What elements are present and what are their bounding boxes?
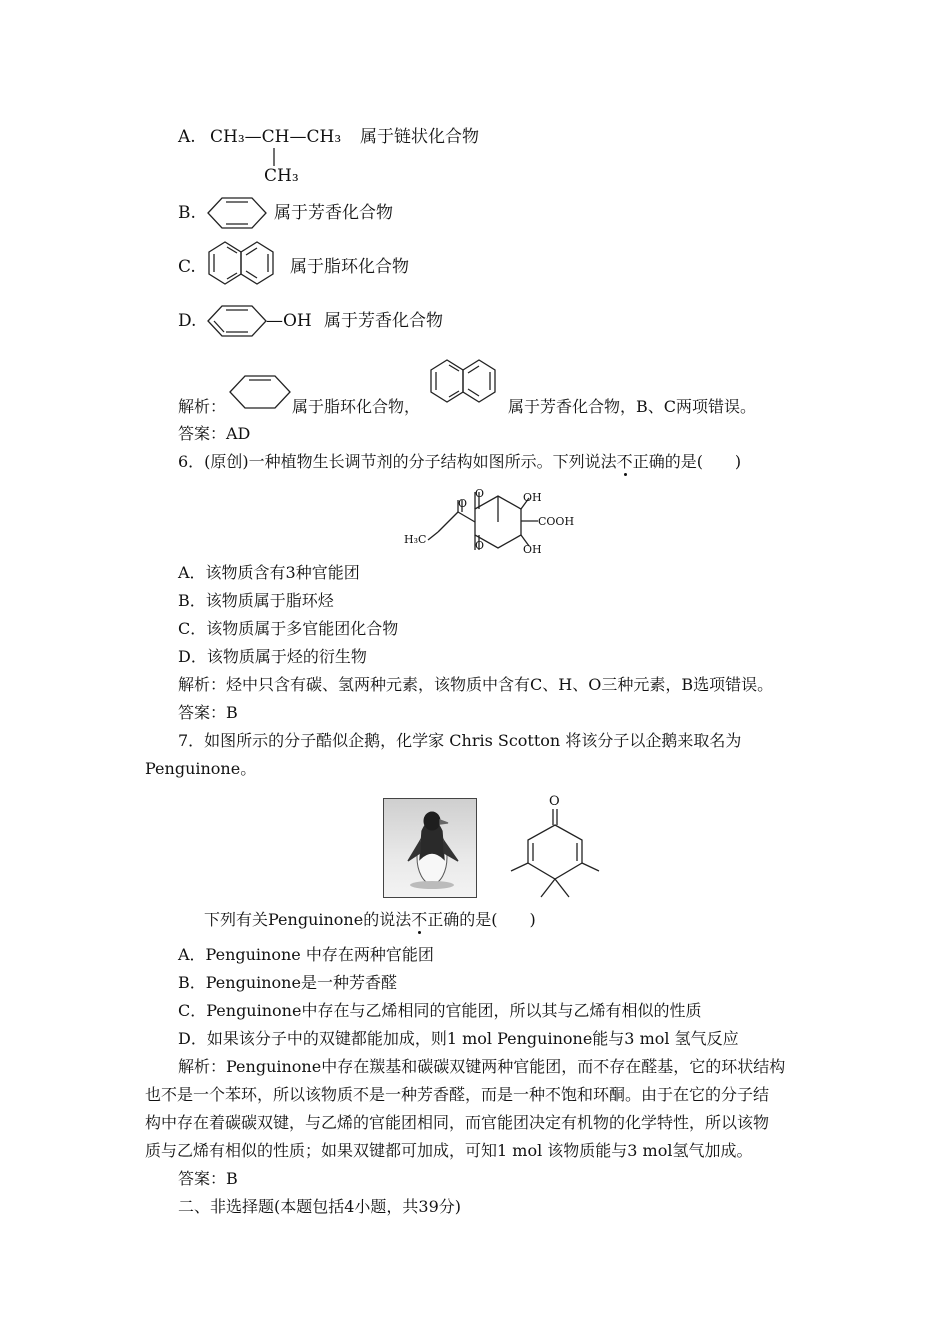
q6-option-b: B．该物质属于脂环烃 [178, 591, 334, 610]
option-c-label: C. [178, 257, 196, 277]
option-d-oh: —OH [266, 311, 312, 331]
naphthalene-structure [206, 238, 282, 294]
cyclohexadiene-structure [206, 196, 268, 230]
analysis-prefix: 解析： [178, 397, 227, 416]
option-a-label: A. [178, 127, 196, 147]
q7-option-b: B．Penguinone是一种芳香醛 [178, 973, 397, 992]
section-2-heading: 二、非选择题(本题包括4小题，共39分) [178, 1197, 462, 1216]
option-d-label: D. [178, 311, 197, 331]
option-a-formula: CH₃—CH—CH₃ [210, 127, 342, 147]
q6-stem: 6．(原创)一种植物生长调节剂的分子结构如图所示。下列说法不正确的是( ) [178, 452, 742, 471]
cyclohexene-structure [228, 372, 292, 428]
q6-answer: 答案：B [178, 703, 238, 722]
q7-analysis-line1: 解析：Penguinone中存在羰基和碳碳双键两种官能团，而不存在醛基，它的环状结构 [178, 1057, 786, 1076]
branch-bond [0, 0, 950, 1]
benzene-ring-structure [206, 304, 268, 338]
q7-stem-line2: Penguinone。 [145, 759, 257, 778]
penguinone-structure [505, 795, 615, 905]
option-b-text: 属于芳香化合物 [274, 203, 393, 223]
option-c-text: 属于脂环化合物 [290, 257, 409, 277]
q6-oh-bottom: OH [523, 543, 542, 556]
q7-analysis-line4: 质与乙烯有相似的性质；如果双键都可加成，可知1 mol 该物质能与3 mol氢气加成。 [145, 1141, 753, 1160]
option-d-text: 属于芳香化合物 [324, 311, 443, 331]
q6-option-c: C．该物质属于多官能团化合物 [178, 619, 399, 638]
q7-option-a: A．Penguinone 中存在两种官能团 [178, 945, 434, 964]
q6-oh-top: OH [523, 491, 542, 504]
analysis-mid: 属于脂环化合物， [292, 397, 421, 416]
answer-q5: 答案：AD [178, 424, 251, 443]
q7-option-c: C．Penguinone中存在与乙烯相同的官能团，所以其与乙烯有相似的性质 [178, 1001, 702, 1020]
option-b-label: B. [178, 203, 196, 223]
penguinone-o-label: O [549, 794, 560, 809]
penguin-photo [383, 798, 477, 898]
q6-option-a: A．该物质含有3种官能团 [178, 563, 360, 582]
option-a-text: 属于链状化合物 [360, 127, 479, 147]
q7-question: 下列有关Penguinone的说法不正确的是( ) [204, 910, 536, 929]
q6-analysis: 解析：烃中只含有碳、氢两种元素，该物质中含有C、H、O三种元素，B选项错误。 [178, 675, 774, 694]
analysis-suffix: 属于芳香化合物，B、C两项错误。 [508, 397, 757, 416]
option-a-branch: CH₃ [264, 166, 299, 186]
q6-option-d: D．该物质属于烃的衍生物 [178, 647, 367, 666]
q7-answer: 答案：B [178, 1169, 238, 1188]
naphthalene-structure-analysis [428, 356, 504, 412]
q7-stem-line1: 7．如图所示的分子酷似企鹅，化学家 Chris Scotton 将该分子以企鹅来取名为 [178, 731, 742, 750]
q7-analysis-line3: 构中存在着碳碳双键，与乙烯的官能团相同，而官能团决定有机物的化学特性，所以该物 [145, 1113, 770, 1132]
q7-analysis-line2: 也不是一个苯环，所以该物质不是一种芳香醛，而是一种不饱和环酮。由于在它的分子结 [145, 1085, 770, 1104]
q6-h3c: H₃C [404, 533, 427, 546]
q6-cooh: COOH [538, 515, 575, 528]
penguin-illustration [384, 799, 476, 897]
q7-option-d: D．如果该分子中的双键都能加成，则1 mol Penguinone能与3 mol 氢气反应 [178, 1029, 739, 1048]
